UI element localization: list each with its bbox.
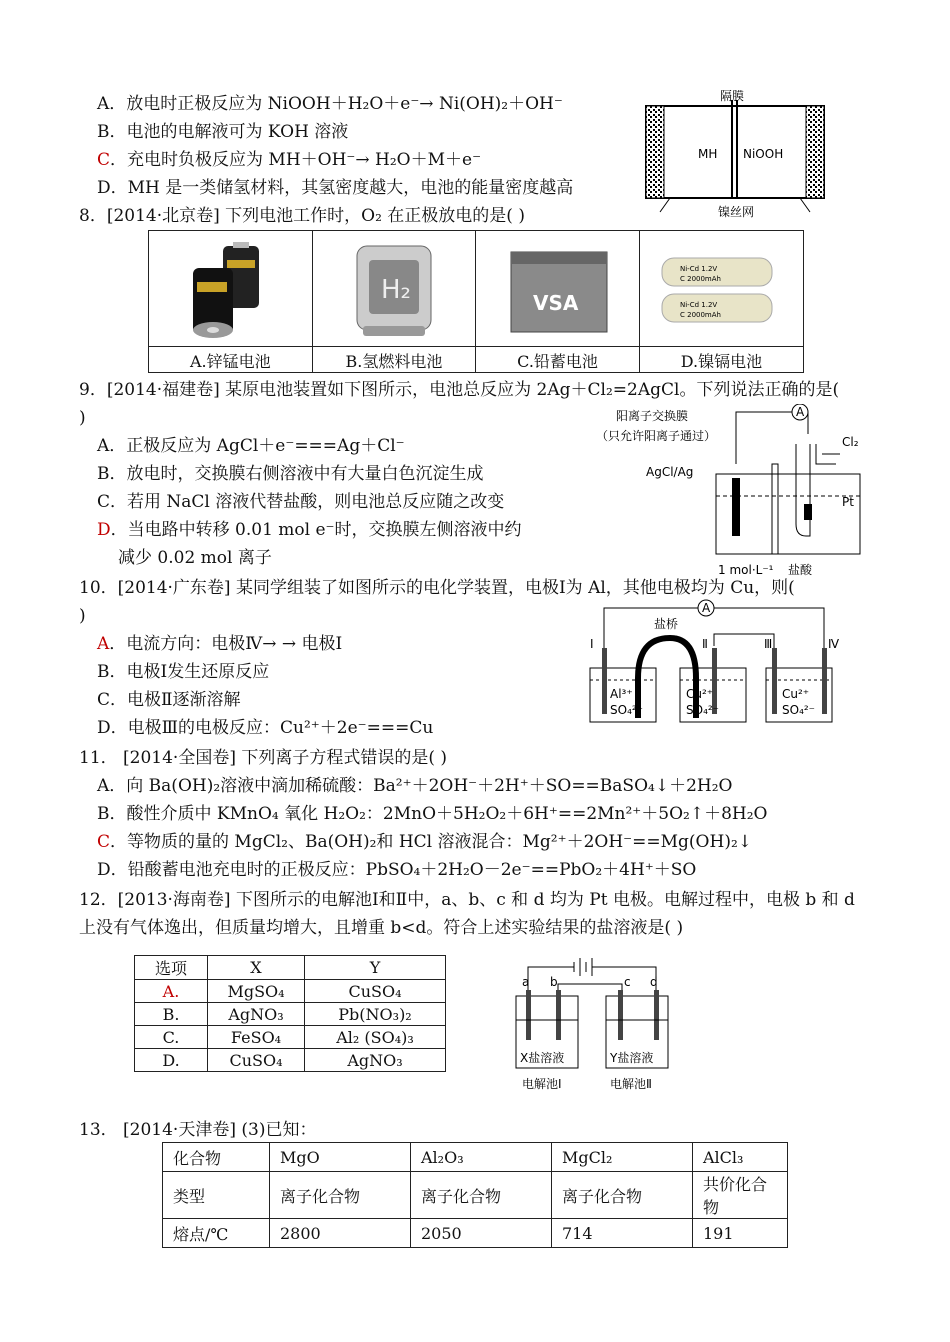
q12-row-y: CuSO₄: [305, 980, 446, 1003]
q8-cell-c: C.铅蓄电池: [476, 347, 640, 373]
q11-option-b: B．酸性介质中 KMnO₄ 氧化 H₂O₂：2MnO＋5H₂O₂＋6H⁺==2Mn²⁺＋5O₂↑＋8H₂O: [97, 804, 768, 824]
q12-row-y: Al₂ (SO₄)₃: [305, 1026, 446, 1049]
q8-image-b: [312, 231, 476, 347]
q9-option-b: B．放电时，交换膜右侧溶液中有大量白色沉淀生成: [97, 464, 484, 484]
nicd-capacity-1: C 2000mAh: [680, 275, 722, 283]
al-ion-label: Al³⁺: [610, 687, 633, 701]
membrane-note: （只允许阳离子通过）: [596, 429, 717, 443]
electrode-2-label: Ⅱ: [702, 637, 708, 651]
hydrogen-fuel-cell-icon: [339, 242, 449, 342]
q7-battery-diagram: [640, 86, 830, 218]
q8-cell-a: A.锌锰电池: [149, 347, 313, 373]
nicd-label-1: Ni-Cd 1.2V: [680, 265, 718, 273]
q12-stem-cont: 上没有气体逸出，但质量均增大，且增重 b<d。符合上述实验结果的盐溶液是( ): [79, 918, 684, 938]
mh-label: MH: [698, 147, 718, 161]
q10-option-c: C．电极Ⅱ逐渐溶解: [97, 690, 241, 710]
q9-option-d-text: ．当电路中转移 0.01 mol e⁻时，交换膜左侧溶液中约: [110, 520, 522, 540]
q12-row-option: D.: [135, 1049, 208, 1072]
q8-battery-table: [148, 230, 804, 373]
answer-letter: C: [97, 832, 111, 852]
q13-cell: MgO: [270, 1143, 411, 1172]
h2-logo: H₂: [380, 275, 411, 305]
q7-option-d: D．MH 是一类储氢材料，其氢密度越大，电池的能量密度越高: [97, 178, 574, 198]
vsa-logo: VSA: [532, 291, 578, 315]
concentration-label: 1 mol·L⁻¹: [718, 563, 774, 577]
zinc-manganese-battery-icon: [175, 242, 285, 342]
q12-row-y: Pb(NO₃)₂: [305, 1003, 446, 1026]
table-row: [163, 1219, 788, 1248]
q12-electrolysis-diagram: [510, 950, 680, 1096]
q12-row-x: AgNO₃: [208, 1003, 305, 1026]
electrode-a-label: a: [522, 975, 530, 989]
cell-2-label: 电解池Ⅱ: [610, 1077, 652, 1091]
q8-stem: 8．[2014·北京卷] 下列电池工作时，O₂ 在正极放电的是( ): [79, 206, 525, 226]
table-row: [163, 1143, 788, 1172]
q8-cell-b: B.氢燃料电池: [312, 347, 476, 373]
q12-row-option: B.: [135, 1003, 208, 1026]
q9-option-d-cont: 减少 0.02 mol 离子: [118, 548, 272, 568]
q9-stem-end: ): [79, 408, 86, 428]
table-row: [135, 980, 446, 1003]
q10-stem-end: ): [79, 606, 86, 626]
q12-row-x: MgSO₄: [208, 980, 305, 1003]
q9-option-d: [97, 518, 522, 542]
q12-header-y: Y: [305, 956, 446, 980]
electrode-c-label: c: [624, 975, 631, 989]
sulfate-label-2: SO₄²⁻: [686, 703, 720, 717]
q11-option-a: A．向 Ba(OH)₂溶液中滴加稀硫酸：Ba²⁺＋2OH⁻＋2H⁺＋SO==BaSO₄↓＋2H₂O: [97, 776, 733, 796]
q12-row-x: FeSO₄: [208, 1026, 305, 1049]
q12-options-table: [134, 955, 446, 1072]
q12-row-y: AgNO₃: [305, 1049, 446, 1072]
q8-image-d: [639, 231, 803, 347]
q12-row-x: CuSO₄: [208, 1049, 305, 1072]
q11-option-c-text: ．等物质的量的 MgCl₂、Ba(OH)₂和 HCl 溶液混合：Mg²⁺＋2OH⁻==Mg(OH)₂↓: [110, 832, 753, 852]
q12-row-option: A.: [135, 980, 208, 1003]
q10-option-d: D．电极Ⅲ的电极反应：Cu²⁺＋2e⁻===Cu: [97, 718, 434, 738]
q9-option-a: A．正极反应为 AgCl＋e⁻===Ag＋Cl⁻: [97, 436, 405, 456]
q13-cell: AlCl₃: [693, 1143, 788, 1172]
q10-stem: 10．[2014·广东卷] 某同学组装了如图所示的电化学装置，电极Ⅰ为 Al，其他电极均为 Cu，则(: [79, 578, 795, 598]
answer-letter: A: [97, 634, 110, 654]
electrode-1-label: Ⅰ: [590, 637, 594, 651]
q7-option-b: B．电池的电解液可为 KOH 溶液: [97, 122, 349, 142]
cu-ion-label-2: Cu²⁺: [782, 687, 810, 701]
q13-cell: 191: [693, 1219, 788, 1248]
q9-option-c: C．若用 NaCl 溶液代替盐酸，则电池总反应随之改变: [97, 492, 505, 512]
q13-cell: 熔点/℃: [163, 1219, 270, 1248]
q11-option-c: [97, 830, 752, 854]
nickel-mesh-label: 镍丝网: [718, 205, 755, 218]
electrode-3-label: Ⅲ: [764, 637, 773, 651]
q10-option-b: B．电极Ⅰ发生还原反应: [97, 662, 270, 682]
sulfate-label-3: SO₄²⁻: [782, 703, 816, 717]
q8-image-a: [149, 231, 313, 347]
nicd-label-2: Ni-Cd 1.2V: [680, 301, 718, 309]
q10-cell-diagram: [584, 598, 848, 726]
q8-cell-d: D.镍镉电池: [639, 347, 803, 373]
q12-row-option: C.: [135, 1026, 208, 1049]
nicd-capacity-2: C 2000mAh: [680, 311, 722, 319]
q13-cell: 离子化合物: [270, 1172, 411, 1219]
q13-cell: 714: [552, 1219, 693, 1248]
q12-stem: 12．[2013·海南卷] 下图所示的电解池Ⅰ和Ⅱ中，a、b、c 和 d 均为 Pt 电极。电解过程中，电极 b 和 d: [79, 890, 855, 910]
q13-cell: 共价化合物: [693, 1172, 788, 1219]
electrode-4-label: Ⅳ: [828, 637, 840, 651]
q10-option-a-text: ．电流方向：电极Ⅳ→ → 电极Ⅰ: [109, 634, 343, 654]
q11-stem: 11． [2014·全国卷] 下列离子方程式错误的是( ): [79, 748, 448, 768]
lead-acid-battery-icon: [503, 242, 613, 342]
q9-cell-diagram: [596, 404, 870, 580]
q13-cell: Al₂O₃: [411, 1143, 552, 1172]
q7-option-c-text: ．充电时负极反应为 MH＋OH⁻→ H₂O＋M＋e⁻: [110, 150, 482, 170]
niooh-label: NiOOH: [743, 147, 784, 161]
q7-option-a: A．放电时正极反应为 NiOOH＋H₂O＋e⁻→ Ni(OH)₂＋OH⁻: [97, 94, 563, 114]
cell-1-label: 电解池Ⅰ: [522, 1077, 562, 1091]
q12-header-option: 选项: [135, 956, 208, 980]
answer-letter: C: [97, 150, 111, 170]
table-row: [135, 1049, 446, 1072]
table-row: [135, 1026, 446, 1049]
q13-cell: 2050: [411, 1219, 552, 1248]
q10-option-a: [97, 632, 342, 656]
q11-option-d: D．铅酸蓄电池充电时的正极反应：PbSO₄＋2H₂O－2e⁻==PbO₂＋4H⁺＋SO: [97, 860, 697, 880]
q7-option-c: [97, 148, 481, 172]
table-row: [163, 1172, 788, 1219]
q13-compound-table: [162, 1142, 788, 1248]
q13-cell: 离子化合物: [552, 1172, 693, 1219]
nickel-cadmium-battery-icon: [656, 242, 786, 342]
pt-label: Pt: [842, 495, 854, 509]
q13-cell: 2800: [270, 1219, 411, 1248]
hcl-label: 盐酸: [788, 563, 813, 577]
ammeter-label: A: [796, 405, 805, 419]
table-row: [135, 1003, 446, 1026]
q8-image-c: [476, 231, 640, 347]
q13-cell: 离子化合物: [411, 1172, 552, 1219]
electrode-d-label: d: [650, 975, 658, 989]
salt-bridge-label: 盐桥: [654, 617, 679, 631]
q13-stem: 13． [2014·天津卷] (3)已知：: [79, 1120, 317, 1140]
answer-letter: D: [97, 520, 111, 540]
cu-ion-label-1: Cu²⁺: [686, 687, 714, 701]
ammeter-label: A: [702, 601, 711, 615]
electrode-b-label: b: [550, 975, 558, 989]
q9-stem: 9．[2014·福建卷] 某原电池装置如下图所示，电池总反应为 2Ag＋Cl₂=2AgCl。下列说法正确的是(: [79, 380, 840, 400]
q12-header-x: X: [208, 956, 305, 980]
membrane-label: 隔膜: [720, 89, 745, 103]
agcl-electrode-label: AgCl/Ag: [646, 465, 694, 479]
membrane-label: 阳离子交换膜: [616, 409, 689, 423]
q13-cell: 类型: [163, 1172, 270, 1219]
q13-cell: 化合物: [163, 1143, 270, 1172]
solution-y-label: Y盐溶液: [610, 1051, 654, 1065]
sulfate-label-1: SO₄²⁻: [610, 703, 644, 717]
cl2-label: Cl₂: [842, 435, 859, 449]
q13-cell: MgCl₂: [552, 1143, 693, 1172]
solution-x-label: X盐溶液: [520, 1051, 565, 1065]
